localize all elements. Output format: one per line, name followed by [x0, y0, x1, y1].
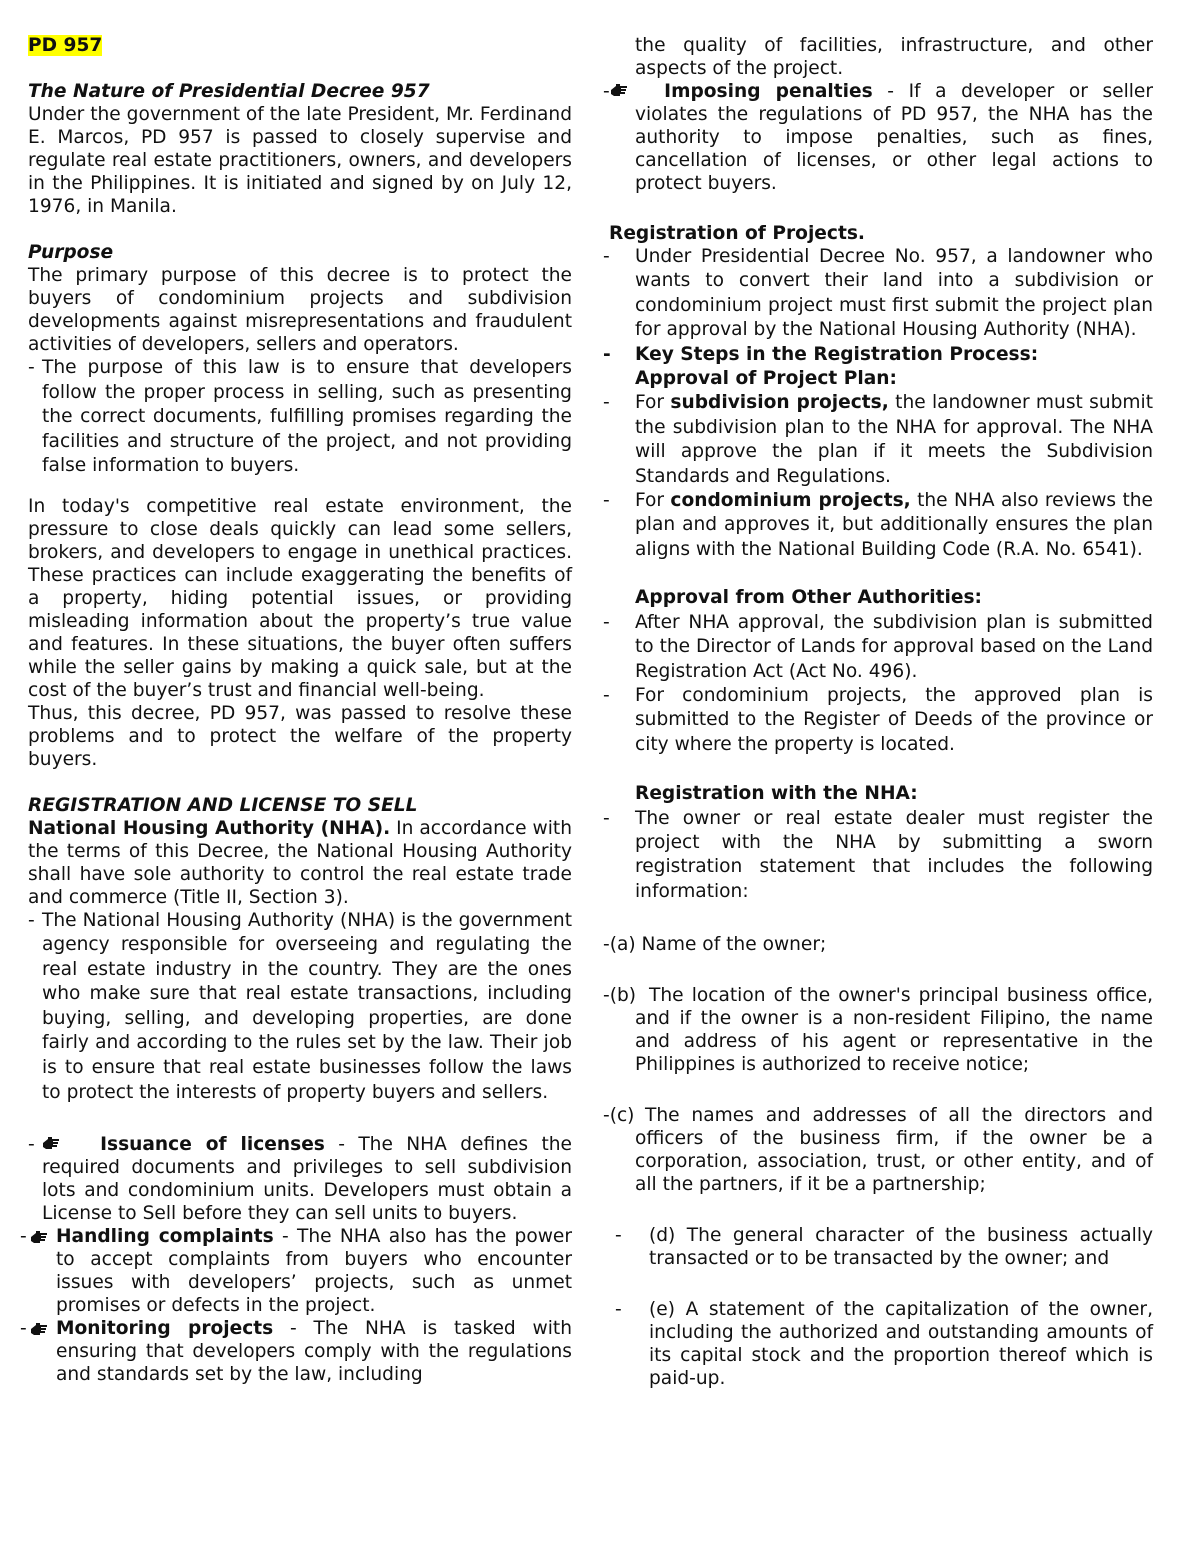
nature-heading: The Nature of Presidential Decree 957 [28, 81, 430, 102]
registration-projects-heading: Registration of Projects. [609, 223, 865, 244]
right-column [603, 34, 1153, 1390]
statement-item: -(c) The names and addresses of all the directors and officers of the business firm, if the owner be a corporation, association, trust, or other entity, and of all the partners, if it be a partnership; [603, 1105, 1153, 1196]
other-authorities-heading: Approval from Other Authorities: [635, 587, 982, 609]
penalties-item: - Imposing penalties - If a developer or seller violates the regulations of PD 957, the NHA has the authority to impose penalties, such as fines, cancellation of licenses, or other legal actions to protect buyers. [603, 81, 1153, 194]
statement-item: - (d) The general character of the business actually transacted or to be transacted by the owner; and [615, 1225, 1153, 1270]
context-paragraph: In today's competitive real estate environment, the pressure to close deals quickly can lead some sellers, brokers, and developers to engage in unethical practices. These practices can include exaggerating the benefits of a property, hiding potential issues, or providing misleading information about the property’s true value and features. In these situations, the buyer often suffers while the seller gains by making a quick sale, but at the cost of the buyer’s trust and financial well-being. [28, 495, 572, 701]
registration-nha-item: - The owner or real estate dealer must register the project with the NHA by submitting a sworn registration statement that includes the following information: [603, 807, 1153, 902]
registration-intro: - Under Presidential Decree No. 957, a landowner who wants to convert their land into a subdivision or condominium project must first submit the project plan for approval by the National Housing Authority (NHA). [603, 246, 1153, 341]
statement-item: -(b) The location of the owner's principal business office, and if the owner is a non-resident Filipino, the name and address of his agent or representative in the Philippines is authorized to receive notice; [603, 985, 1153, 1076]
condominium-item: - For condominium projects, the NHA also reviews the plan and approves it, but additionally ensures the plan aligns with the National Building Code (R.A. No. 6541). [603, 490, 1153, 560]
purpose-heading: Purpose [28, 242, 114, 263]
registration-heading: REGISTRATION AND LICENSE TO SELL [28, 794, 418, 816]
document-title: PD 957 [28, 35, 103, 56]
nha-paragraph: National Housing Authority (NHA). In accordance with the terms of this Decree, the National Housing Authority shall have sole authority to control the real estate trade and commerce (Title II, Section 3). [28, 817, 572, 908]
key-steps: - Key Steps in the Registration Process: Approval of Project Plan: [603, 343, 1039, 390]
pointing-hand-icon [30, 1320, 48, 1335]
function-item: - Monitoring projects - The NHA is tasked with ensuring that developers comply with the regulations and standards set by the law, including [20, 1318, 572, 1386]
purpose-bullet: - The purpose of this law is to ensure that developers follow the proper process in selling, such as presenting the correct documents, fulfilling promises regarding the facilities and structure of the project, and not providing false information to buyers. [28, 357, 572, 476]
pointing-hand-icon [30, 1228, 48, 1243]
function-item: - Handling complaints - The NHA also has the power to accept complaints from buyers who encounter issues with developers’ projects, such as unmet promises or defects in the project. [20, 1226, 572, 1317]
statement-item: -(a) Name of the owner; [603, 934, 827, 956]
thus-paragraph: Thus, this decree, PD 957, was passed to resolve these problems and to protect the welfare of the property buyers. [28, 702, 572, 770]
nha-bullet: - The National Housing Authority (NHA) is the government agency responsible for overseeing and regulating the real estate industry in the country. They are the ones who make sure that real estate transactions, including buying, selling, and developing properties, are done fairly and according to the rules set by the law. Their job is to ensure that real estate businesses follow the laws to protect the interests of property buyers and sellers. [28, 909, 572, 1103]
subdivision-item: - For subdivision projects, the landowner must submit the subdivision plan to the NHA for approval. The NHA will approve the plan if it meets the Subdivision Standards and Regulations. [603, 392, 1153, 487]
other-authorities-item: - After NHA approval, the subdivision plan is submitted to the Director of Lands for approval based on the Land Registration Act (Act No. 496). [603, 611, 1153, 682]
purpose-paragraph: The primary purpose of this decree is to protect the buyers of condominium projects and subdivision developments against misrepresentations and fraudulent activities of developers, sellers and operators. [28, 265, 572, 355]
other-authorities-item: - For condominium projects, the approved plan is submitted to the Register of Deeds of the province or city where the property is located. [603, 684, 1153, 755]
statement-item: - (e) A statement of the capitalization of the owner, including the authorized and outstanding amounts of its capital stock and the proportion thereof which is paid-up. [615, 1299, 1153, 1390]
nature-paragraph: Under the government of the late President, Mr. Ferdinand E. Marcos, PD 957 is passed to closely supervise and regulate real estate practitioners, owners, and developers in the Philippines. It is initiated and signed by on July 12, 1976, in Manila. [28, 104, 572, 217]
registration-nha-heading: Registration with the NHA: [635, 783, 918, 805]
left-column [20, 34, 572, 1386]
monitoring-continued: the quality of facilities, infrastructure, and other aspects of the project. [635, 35, 1153, 79]
pointing-hand-icon [610, 81, 628, 96]
pointing-hand-icon [42, 1134, 60, 1149]
function-item: - Issuance of licenses - The NHA defines the required documents and privileges to sell subdivision lots and condominium units. Developers must obtain a License to Sell before they can sell units to buyers. [28, 1134, 572, 1225]
